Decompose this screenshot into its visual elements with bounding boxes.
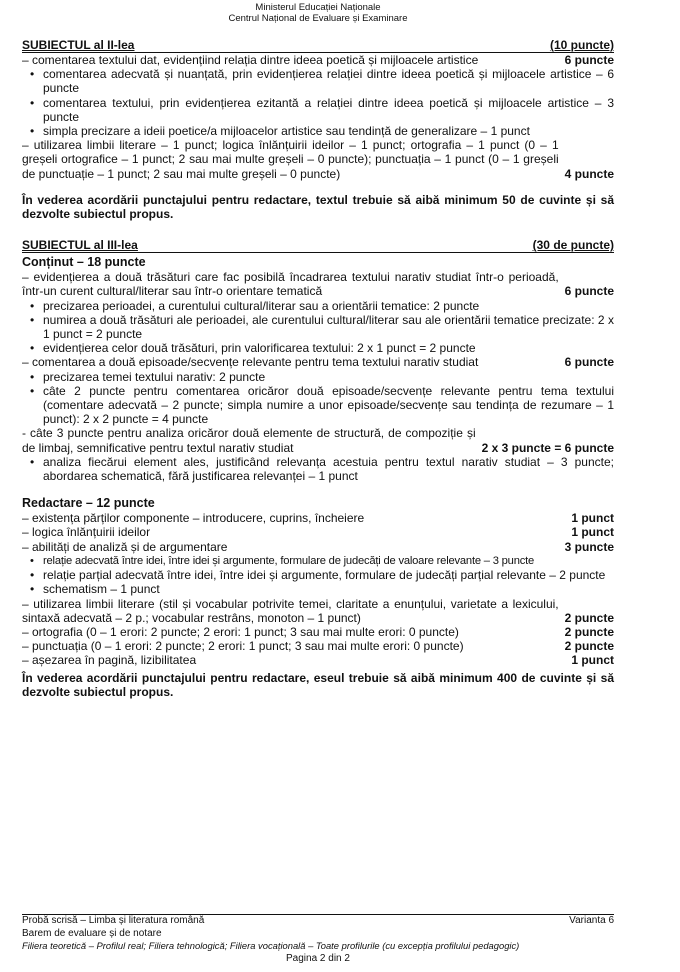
ministry-name: Ministerul Educației Naționale [255,2,381,13]
footer-row-1 [22,915,614,928]
r-item-5 [22,625,614,639]
r-item-7 [22,653,614,667]
r-item-4 [22,597,614,625]
r-item-2-points: 1 punct [571,525,614,540]
page [22,0,614,699]
footer-exam-name: Probă scrisă – Limba și literatura română [22,915,205,926]
section-3-heading [22,238,614,253]
s2-item-1-text: – comentarea textului dat, evidențiind relația dintre ideea poetică și mijloacele artistice [22,53,479,67]
s3-content-1-points: 6 puncte [564,284,614,299]
r-item-4-points: 2 puncte [564,610,614,625]
r-item-7-text: – așezarea în pagină, lizibilitatea [22,653,197,668]
page-header [22,2,614,24]
section-2-title: SUBIECTUL al II-lea [22,38,135,52]
r-item-5-points: 2 puncte [564,624,614,639]
r-item-3-text: – abilități de analiză și de argumentare [22,539,228,554]
s3-content-2 [22,355,614,369]
s3-c2-bullet-1: • precizarea temei textului narativ: 2 puncte [22,370,614,384]
s3-content-1 [22,270,614,298]
s2-item-1-points: 6 puncte [564,53,614,67]
s2-bullet-2: • comentarea textului, prin evidențierea ezitantă a relației dintre ideea poetică și mijloacele artistice – 3 puncte [22,96,614,124]
s3-content-3-points: 2 x 3 puncte = 6 puncte [481,440,614,455]
s2-item-2-text: – utilizarea limbii literare – 1 punct; logica înlănțuirii ideilor – 1 punct; ortografia – 1 punct (0 – 1 greșeli ortografice – 1 punct; 2 sau mai multe greșeli – 0 puncte); punctuația – 1 punct (0 – 1 greșeli de punctuație – 1 punct; 2 sau mai multe greșeli – 0 puncte) [22,138,559,181]
r3-bullet-3: • schematism – 1 punct [22,582,614,596]
r-item-3-points: 3 puncte [564,539,614,554]
s2-bullet-3: • simpla precizare a ideii poetice/a mijloacelor artistice sau tendință de generalizare – 1 punct [22,124,614,138]
r3-bullet-1: • relație adecvată între idei, între idei și argumente, formulare de judecăți de valoare relevante – 3 puncte [22,554,614,568]
s2-item-2 [22,138,614,181]
r3-bullet-2: • relație parțial adecvată între idei, între idei și argumente, formulare de judecăți parțial relevante – 2 puncte [22,568,614,582]
s2-item-2-points: 4 puncte [564,166,614,181]
r-item-1-text: – existența părților componente – introducere, cuprins, încheiere [22,511,365,526]
r-item-4-text: – utilizarea limbii literare (stil și vocabular potrivite temei, claritate a enunțului, varietate a lexicului, sintaxă adecvată – 2 p.; vocabular restrâns, monoton – 1 punct) [22,596,559,625]
footer-barem: Barem de evaluare și de notare [22,927,162,939]
r-item-6-text: – punctuația (0 – 1 erori: 2 puncte; 2 erori: 1 punct; 3 sau mai multe erori: 0 puncte) [22,639,464,654]
r-item-1 [22,511,614,525]
s3-c3-bullet-1: • analiza fiecărui element ales, justificând relevanța acestuia pentru textul narativ studiat – 3 puncte; abordarea schematică, fără justificarea relevanței – 1 punct [22,455,614,483]
s3-c1-bullet-2: • numirea a două trăsături ale perioadei, ale curentului cultural/literar sau ale orientării tematice precizate: 2 x 1 punct = 2 puncte [22,313,614,341]
s3-c1-bullet-3: • evidențierea celor două trăsături, prin valorificarea textului: 2 x 1 punct = 2 puncte [22,341,614,355]
s2-item-1 [22,53,614,67]
r-item-1-points: 1 punct [571,511,614,526]
footer-filiera: Filiera teoretică – Profilul real; Filiera tehnologică; Filiera vocațională – Toate profilurile (cu excepția profilului pedagogic) [22,940,520,951]
page-footer [22,914,614,965]
r-item-6 [22,639,614,653]
section-2-heading [22,38,614,53]
section-3-title: SUBIECTUL al III-lea [22,238,138,253]
s3-c2-bullet-2: • câte 2 puncte pentru comentarea oricăror două episoade/secvențe relevante pentru tema textului (comentare adecvată – 2 puncte; simpla numire a unor episoade/secvențe sau tendința de rezumare – 1 punct): 2 x 2 puncte = 4 puncte [22,384,614,427]
center-name: Centrul Național de Evaluare și Examinare [228,13,408,24]
r-item-5-text: – ortografia (0 – 1 erori: 2 puncte; 2 erori: 1 punct; 3 sau mai multe erori: 0 puncte) [22,624,459,639]
page-number: Pagina 2 din 2 [286,952,350,964]
section-3-points: (30 de puncte) [532,238,614,253]
s3-content-2-points: 6 puncte [564,355,614,370]
s2-note: În vederea acordării punctajului pentru redactare, textul trebuie să aibă minimum 50 de cuvinte și să dezvolte subiectul propus. [22,192,614,222]
s3-content-1-text: – evidențierea a două trăsături care fac posibilă încadrarea textului narativ studiat într-o perioadă, într-un curent cultural/literar sau într-o orientare tematică [22,270,559,299]
r-item-6-points: 2 puncte [564,639,614,654]
s3-content-3-text: - câte 3 puncte pentru analiza oricăror două elemente de structură, de compoziție și de limbaj, semnificative pentru textul narativ studiat [22,426,476,455]
r-item-3 [22,540,614,554]
s3-c1-bullet-1: • precizarea perioadei, a curentului cultural/literar sau a orientării tematice: 2 puncte [22,299,614,313]
s2-bullet-1: • comentarea adecvată și nuanțată, prin evidențierea relației dintre ideea poetică și mijloacele artistice – 6 puncte [22,67,614,95]
r-item-2 [22,525,614,539]
r-item-7-points: 1 punct [571,653,614,668]
s3-content-3 [22,426,614,454]
footer-variant: Varianta 6 [569,915,614,926]
r-item-2-text: – logica înlănțuirii ideilor [22,525,151,540]
redactare-heading: Redactare – 12 puncte [22,496,155,511]
section-2-points: (10 puncte) [549,38,614,52]
s3-note: În vederea acordării punctajului pentru redactare, eseul trebuie să aibă minimum 400 de cuvinte și să dezvolte subiectul propus. [22,670,614,699]
content-heading: Conținut – 18 puncte [22,255,146,270]
s3-content-2-text: – comentarea a două episoade/secvențe relevante pentru tema textului narativ studiat [22,355,479,370]
